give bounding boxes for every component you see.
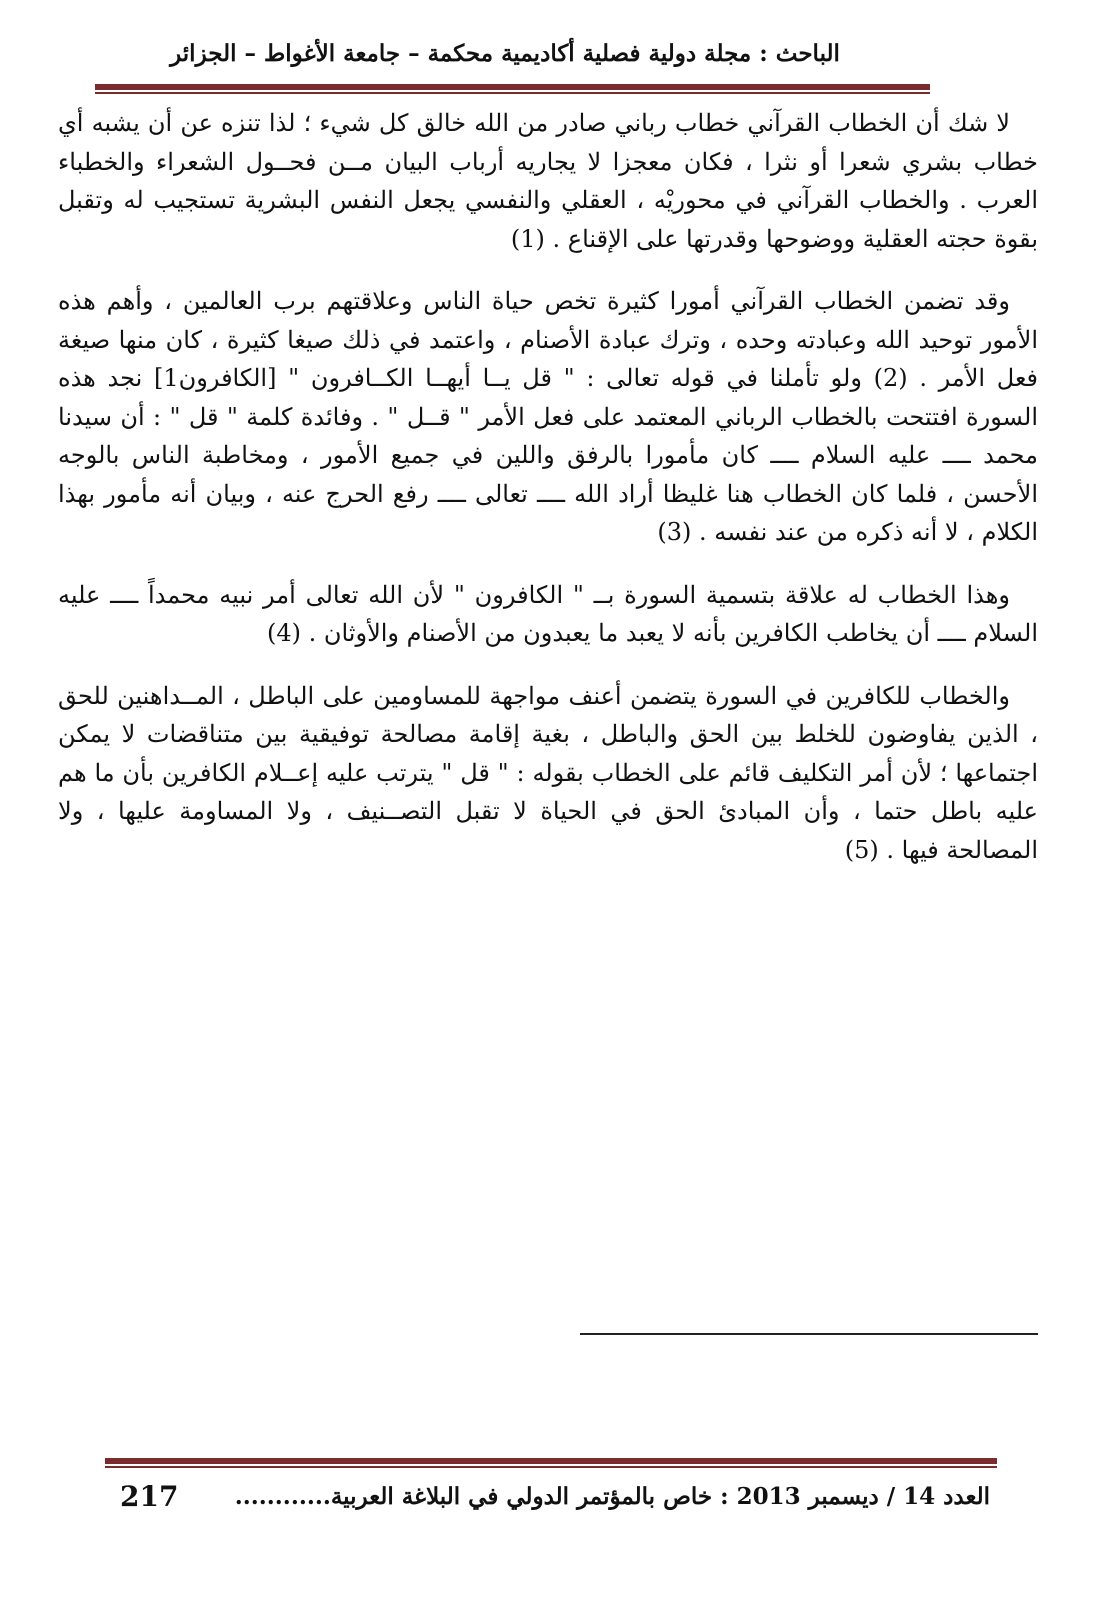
paragraph-3: وهذا الخطاب له علاقة بتسمية السورة بــ " الكافرون " لأن الله تعالى أمر نبيه محمداً ــــ عليه السلام ــــ أن يخاطب الكافرين بأنه لا يعبد ما يعبدون من الأصنام والأوثان . (4)	[58, 580, 1038, 647]
running-header: الباحث : مجلة دولية فصلية أكاديمية محكمة – جامعة الأغواط – الجزائر	[170, 40, 840, 67]
footnote-separator	[580, 1333, 1038, 1335]
page-number: 217	[120, 1480, 179, 1513]
footer-rule-thin	[105, 1466, 997, 1468]
article-body	[58, 104, 1038, 869]
page-footer	[120, 1475, 990, 1519]
paragraph-2: وقد تضمن الخطاب القرآني أمورا كثيرة تخص حياة الناس وعلاقتهم برب العالمين ، وأهم هذه الأمور توحيد الله وعبادته وحده ، وترك عبادة الأصنام ، واعتمد في ذلك صيغا كثيرة ، كان منها صيغة فعل الأمر . (2) ولو تأملنا في قوله تعالى : " قل يــا أيهــا الكــافرون " [الكافرون1] نجد هذه السورة افتتحت بالخطاب الرباني المعتمد على فعل الأمر " قــل " . وفائدة كلمة " قل " : أن سيدنا محمد ــــ عليه السلام ــــ كان مأمورا بالرفق واللين في جميع الأمور ، ومخاطبة الناس بالوجه الأحسن ، فلما كان الخطاب هنا غليظا أراد الله ــــ تعالى ــــ رفع الحرج عنه ، وبيان أنه مأمور بهذا الكلام ، لا أنه ذكره من عند نفسه . (3)	[58, 287, 1039, 546]
paragraph-1: لا شك أن الخطاب القرآني خطاب رباني صادر من الله خالق كل شيء ؛ لذا تنزه عن أن يشبه أي خطاب بشري شعرا أو نثرا ، فكان معجزا لا يجاريه أرباب البيان مــن فحــول الشعراء والخطباء العرب . والخطاب القرآني في محوريْه ، العقلي والنفسي يجعل النفس البشرية تستجيب له وتقبل بقوة حجته العقلية ووضوحها وقدرتها على الإقناع . (1)	[58, 109, 1038, 253]
issue-info: العدد 14 / ديسمبر 2013 : خاص بالمؤتمر الدولي في البلاغة العربية............	[234, 1483, 990, 1510]
footer-rule-thick	[105, 1458, 997, 1464]
paragraph-4: والخطاب للكافرين في السورة يتضمن أعنف مواجهة للمساومين على الباطل ، المــداهنين للحق ، الذين يفاوضون للخلط بين الحق والباطل ، بغية إقامة مصالحة توفيقية بين متناقضات لا يمكن اجتماعها ؛ لأن أمر التكليف قائم على الخطاب بقوله : " قل " يترتب عليه إعــلام الكافرين بأن ما هم عليه باطل حتما ، وأن المبادئ الحق في الحياة لا تقبل التصــنيف ، ولا المساومة عليها ، ولا المصالحة فيها . (5)	[58, 681, 1038, 864]
header-rule-thin	[95, 92, 930, 94]
header-rule-thick	[95, 84, 930, 90]
